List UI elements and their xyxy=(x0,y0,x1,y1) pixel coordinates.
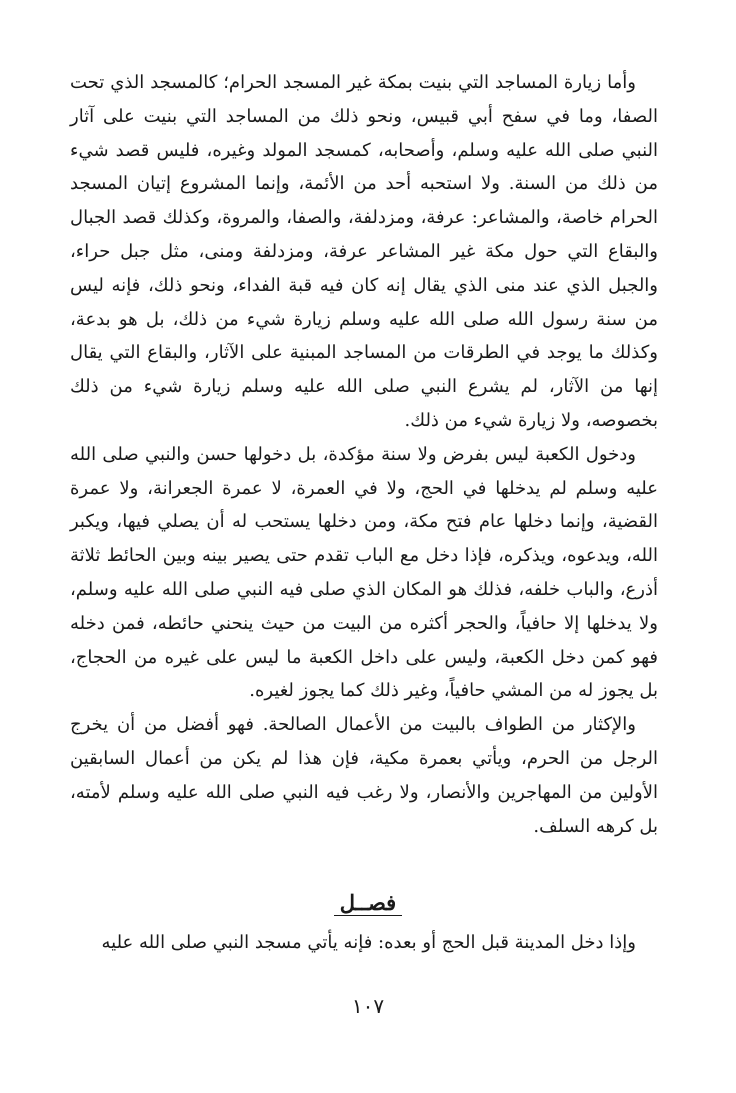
body-text xyxy=(70,66,658,843)
section-heading-text: فصــل xyxy=(334,890,402,916)
page-number: ١٠٧ xyxy=(351,994,385,1018)
paragraph-mosque-visits: وأما زيارة المساجد التي بنيت بمكة غير المسجد الحرام؛ كالمسجد الذي تحت الصفا، وما في سفح أبي قبيس، ونحو ذلك من المساجد التي بنيت على آثار النبي صلى الله عليه وسلم، وأصحابه، كمسجد المولد وغيره، فليس قصد شيء من ذلك من السنة. ولا استحبه أحد من الأئمة، وإنما المشروع إتيان المسجد الحرام خاصة، والمشاعر: عرفة، ومزدلفة، والصفا، والمروة، وكذلك قصد الجبال والبقاع التي حول مكة غير المشاعر عرفة، ومزدلفة ومنى، مثل جبل حراء، والجبل الذي عند منى الذي يقال إنه كان فيه قبة الفداء، ونحو ذلك، فإنه ليس من سنة رسول الله صلى الله عليه وسلم زيارة شيء من ذلك، بل هو بدعة، وكذلك ما يوجد في الطرقات من المساجد المبنية على الآثار، والبقاع التي يقال إنها من الآثار، لم يشرع النبي صلى الله عليه وسلم زيارة شيء من ذلك بخصوصه، ولا زيارة شيء من ذلك. xyxy=(70,72,658,431)
paragraph-entering-kaaba: ودخول الكعبة ليس بفرض ولا سنة مؤكدة، بل دخولها حسن والنبي صلى الله عليه وسلم لم يدخلها في الحج، ولا في العمرة، لا عمرة الجعرانة، ولا عمرة القضية، وإنما دخلها عام فتح مكة، ومن دخلها يستحب له أن يصلي فيها، ويكبر الله، ويدعوه، ويذكره، فإذا دخل مع الباب تقدم حتى يصير بينه وبين الحائط ثلاثة أذرع، والباب خلفه، فذلك هو المكان الذي صلى فيه النبي صلى الله عليه وسلم، ولا يدخلها إلا حافياً، والحجر أكثره من البيت من حيث ينحني حائطه، فمن دخله فهو كمن دخل الكعبة، وليس على داخل الكعبة ما ليس على غيره من الحجاج، بل يجوز له من المشي حافياً، وغير ذلك كما يجوز لغيره. xyxy=(70,443,658,702)
section-heading xyxy=(0,888,736,918)
section-opening-line: وإذا دخل المدينة قبل الحج أو بعده: فإنه يأتي مسجد النبي صلى الله عليه xyxy=(101,932,636,953)
paragraph-tawaf: والإكثار من الطواف بالبيت من الأعمال الصالحة. فهو أفضل من أن يخرج الرجل من الحرم، ويأتي بعمرة مكية، فإن هذا لم يكن من أعمال السابقين الأولين من المهاجرين والأنصار، ولا رغب فيه النبي صلى الله عليه وسلم لأمته، بل كرهه السلف. xyxy=(70,714,658,837)
